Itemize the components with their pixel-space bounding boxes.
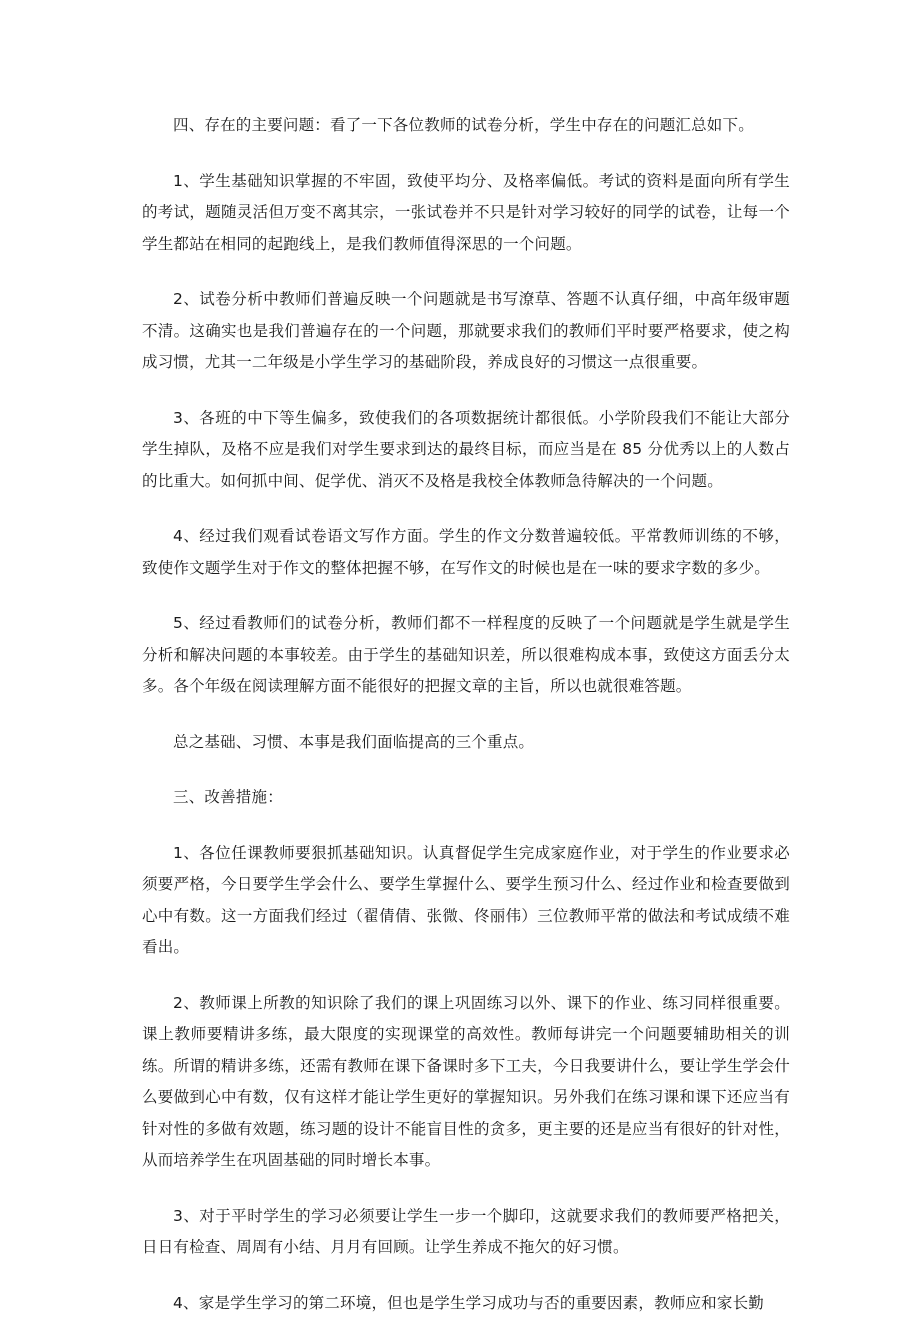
problem-item-3: 3、各班的中下等生偏多，致使我们的各项数据统计都很低。小学阶段我们不能让大部分学生掉队，及格不应是我们对学生要求到达的最终目标，而应当是在 85 分优秀以上的人数占的比重大。如何抓中间、促学优、消灭不及格是我校全体教师急待解决的一个问题。 [142, 408, 790, 490]
document-body [142, 110, 790, 1343]
section-heading-problems: 四、存在的主要问题：看了一下各位教师的试卷分析，学生中存在的问题汇总如下。 [173, 116, 754, 134]
section-heading-measures: 三、改善措施： [173, 788, 283, 806]
problem-item-2: 2、试卷分析中教师们普遍反映一个问题就是书写潦草、答题不认真仔细，中高年级审题不清。这确实也是我们普遍存在的一个问题，那就要求我们的教师们平时要严格要求，使之构成习惯，尤其一二年级是小学生学习的基础阶段，养成良好的习惯这一点很重要。 [142, 290, 790, 371]
measure-item-4: 4、家是学生学习的第二环境，但也是学生学习成功与否的重要因素，教师应和家长勤 [173, 1293, 764, 1312]
measure-item-2: 2、教师课上所教的知识除了我们的课上巩固练习以外、课下的作业、练习同样很重要。课上教师要精讲多练，最大限度的实现课堂的高效性。教师每讲完一个问题要辅助相关的训练。所谓的精讲多练，还需有教师在课下备课时多下工夫，今日我要讲什么，要让学生学会什么要做到心中有数，仅有这样才能让学生更好的掌握知识。另外我们在练习课和课下还应当有针对性的多做有效题，练习题的设计不能盲目性的贪多，更主要的还是应当有很好的针对性，从而培养学生在巩固基础的同时增长本事。 [142, 993, 790, 1169]
measure-item-1: 1、各位任课教师要狠抓基础知识。认真督促学生完成家庭作业，对于学生的作业要求必须要严格，今日要学生学会什么、要学生掌握什么、要学生预习什么、经过作业和检查要做到心中有数。这一方面我们经过（翟倩倩、张微、佟丽伟）三位教师平常的做法和考试成绩不难看出。 [142, 843, 790, 956]
problem-item-4: 4、经过我们观看试卷语文写作方面。学生的作文分数普遍较低。平常教师训练的不够，致使作文题学生对于作文的整体把握不够，在写作文的时候也是在一味的要求字数的多少。 [142, 527, 790, 577]
problem-item-5: 5、经过看教师们的试卷分析，教师们都不一样程度的反映了一个问题就是学生就是学生分析和解决问题的本事较差。由于学生的基础知识差，所以很难构成本事，致使这方面丢分太多。各个年级在阅读理解方面不能很好的把握文章的主旨，所以也就很难答题。 [142, 614, 790, 695]
problem-item-1: 1、学生基础知识掌握的不牢固，致使平均分、及格率偏低。考试的资料是面向所有学生的考试，题随灵活但万变不离其宗，一张试卷并不只是针对学习较好的同学的试卷，让每一个学生都站在相同的起跑线上，是我们教师值得深思的一个问题。 [142, 171, 790, 253]
summary-paragraph: 总之基础、习惯、本事是我们面临提高的三个重点。 [173, 732, 535, 751]
measure-item-3: 3、对于平时学生的学习必须要让学生一步一个脚印，这就要求我们的教师要严格把关，日日有检查、周周有小结、月月有回顾。让学生养成不拖欠的好习惯。 [142, 1206, 790, 1256]
